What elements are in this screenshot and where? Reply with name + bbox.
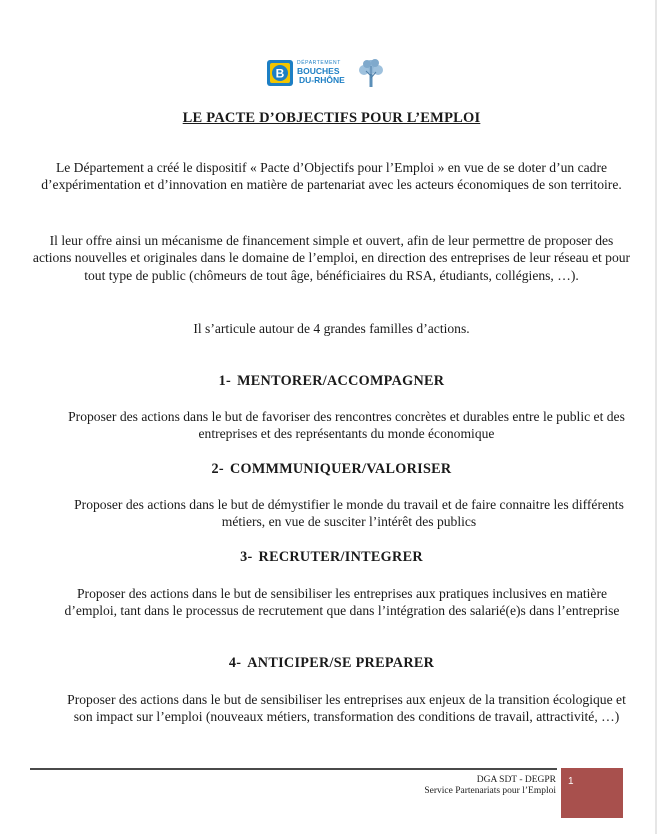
section-heading-4 [0,655,663,672]
footer-line-2: Service Partenariats pour l’Emploi [424,786,556,796]
tree-icon [357,58,385,88]
section-heading-2 [0,461,663,478]
intro-paragraph-3: Il s’articule autour de 4 grandes familles d’actions. [193,321,470,336]
section-number-3: 3- [240,549,253,565]
footer-divider [30,768,557,770]
section-number-4: 4- [228,655,242,671]
section-text-1: Proposer des actions dans le but de favoriser des rencontres concrètes et durables entre le public et des entreprises et des représentants du monde économique [68,409,625,442]
footer-line-1: DGA SDT - DEGPR [476,775,556,785]
page-number: 1 [568,776,574,787]
document-title: LE PACTE D’OBJECTIFS POUR L’EMPLOI [182,110,481,126]
logo-line-1: BOUCHES [297,66,340,76]
logo-line-2: DU-RHÔNE [299,75,345,85]
page-edge [655,0,657,834]
section-title-1: MENTORER/ACCOMPAGNER [237,373,445,389]
intro-paragraph-1: Le Département a créé le dispositif « Pacte d’Objectifs pour l’Emploi » en vue de se doter d’un cadre d’expérimentation et d’innovation en matière de partenariat avec les acteurs économiques de son territoire. [41,160,622,193]
section-text-2: Proposer des actions dans le but de démystifier le monde du travail et de faire connaitre les différents métiers, en vue de susciter l’intérêt des publics [74,497,624,530]
section-title-4: ANTICIPER/SE PREPARER [247,655,435,671]
section-heading-1 [0,373,663,390]
section-number-2: 2- [211,461,224,477]
intro-paragraph-2: Il leur offre ainsi un mécanisme de financement simple et ouvert, afin de leur permettre de proposer des actions nouvelles et originales dans le domaine de l’emploi, en direction des entreprises de leur réseau et pour tout type de public (chômeurs de tout âge, bénéficiaires du RSA, étudiants, collégiens, …). [32,233,631,283]
section-heading-3 [0,549,663,566]
departement-logo [267,58,385,92]
section-title-2: COMMMUNIQUER/VALORISER [229,461,452,477]
logo-badge-icon [267,60,293,86]
section-text-4: Proposer des actions dans le but de sensibiliser les entreprises aux enjeux de la transition écologique et son impact sur l’emploi (nouveaux métiers, transformation des conditions de travail, attractivité, …) [67,692,626,725]
page-number-box [561,768,623,818]
logo-subtitle: DÉPARTEMENT [297,60,341,66]
section-title-3: RECRUTER/INTEGRER [258,549,423,565]
logo-badge-letter: B [275,66,285,81]
section-text-3: Proposer des actions dans le but de sensibiliser les entreprises aux pratiques inclusives en matière d’emploi, tant dans le processus de recrutement que dans l’intégration des salarié(e)s dans l’entreprise [64,586,620,619]
section-number-1: 1- [218,373,232,389]
